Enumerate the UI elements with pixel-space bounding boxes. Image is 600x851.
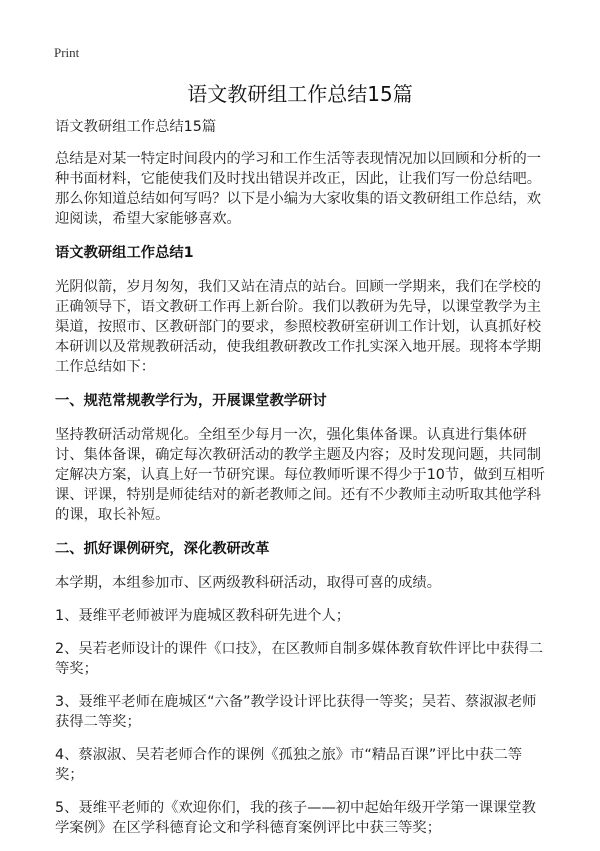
achievement-item: 3、聂维平老师在鹿城区“六备”教学设计评比获得一等奖；吴若、蔡淑淑老师获得二等奖； [55, 694, 537, 730]
print-link[interactable]: Print [54, 45, 80, 60]
achievement-item: 1、聂维平老师被评为鹿城区教科研先进个人； [55, 608, 351, 624]
achievement-item: 5、聂维平老师的《欢迎你们，我的孩子——初中起始年级开学第一课课堂教学案例》在区学科德育论文和学科德育案例评比中获三等奖； [55, 800, 536, 836]
part-2-heading: 二、抓好课例研究，深化教研改革 [55, 541, 270, 557]
page-title: 语文教研组工作总结15篇 [187, 82, 413, 106]
intro-paragraph: 总结是对某一特定时间段内的学习和工作生活等表现情况加以回顾和分析的一种书面材料，它能使我们及时找出错误并改正，因此，让我们写一份总结吧。那么你知道总结如何写吗？以下是小编为大家收集的语文教研组工作总结，欢迎阅读，希望大家能够喜欢。 [55, 151, 542, 227]
achievement-item: 2、吴若老师设计的课件《口技》，在区教师自制多媒体教育软件评比中获得二等奖； [55, 641, 544, 677]
part-2-paragraph: 本学期，本组参加市、区两级教科研活动，取得可喜的成绩。 [55, 575, 442, 591]
part-1-heading: 一、规范常规教学行为，开展课堂教学研讨 [55, 393, 327, 409]
section-heading-1: 语文教研组工作总结1 [55, 245, 194, 261]
document-body [55, 117, 547, 851]
part-1-paragraph: 坚持教研活动常规化。全组至少每月一次，强化集体备课。认真进行集体研讨、集体备课，确定每次教研活动的教学主题及内容；及时发现问题，共同制定解决方案，认真上好一节研究课。每位教师听课不得少于10节，做到互相听课、评课，特别是师徒结对的新老教师之间。还有不少教师主动听取其他学科的课，取长补短。 [55, 427, 545, 523]
section-1-paragraph: 光阴似箭，岁月匆匆，我们又站在清点的站台。回顾一学期来，我们在学校的正确领导下，语文教研工作再上新台阶。我们以教研为先导，以课堂教学为主渠道，按照市、区教研部门的要求，参照校教研室研训工作计划，认真抓好校本研训以及常规教研活动，使我组教研教改工作扎实深入地开展。现将本学期工作总结如下： [55, 279, 542, 375]
document-subtitle: 语文教研组工作总结15篇 [55, 119, 217, 135]
achievement-item: 4、蔡淑淑、吴若老师合作的课例《孤独之旅》市“精品百课”评比中获二等奖； [55, 747, 523, 783]
